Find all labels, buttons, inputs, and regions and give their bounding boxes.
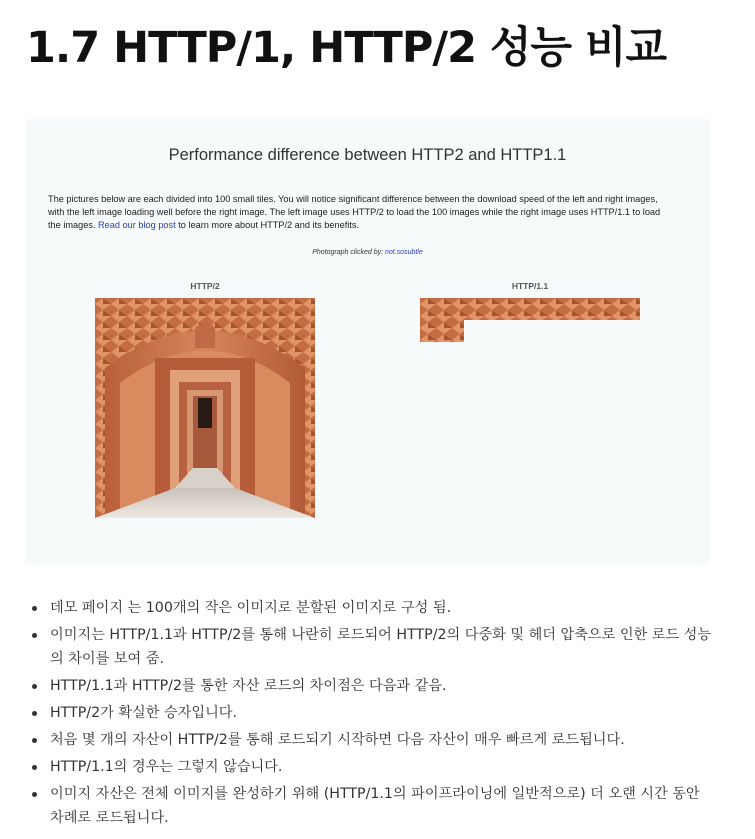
page-title: 1.7 HTTP/1, HTTP/2 성능 비교 [26, 23, 667, 73]
blog-post-link[interactable]: Read our blog post [98, 220, 176, 230]
http2-label: HTTP/2 [190, 281, 220, 291]
demo-description-tail: to learn more about HTTP/2 and its benefits. [175, 220, 360, 230]
photographer-link[interactable]: not.sosubtle [385, 249, 423, 256]
archway-photo [95, 298, 315, 518]
list-item [26, 623, 716, 671]
list-item-text: 데모 페이지 는 100개의 작은 이미지로 분할된 이미지로 구성 됨. [50, 600, 452, 616]
list-item [26, 596, 716, 620]
bullet-dot-icon [32, 684, 37, 689]
bullet-dot-icon [32, 792, 37, 797]
demo-description [48, 193, 663, 232]
list-item-text: 이미지는 HTTP/1.1과 HTTP/2를 통해 나란히 로드되어 HTTP/2의 다중화 및 헤더 압축으로 인한 로드 성능의 차이를 보여 줌. [50, 627, 712, 667]
list-item [26, 701, 716, 725]
list-item-text: 처음 몇 개의 자산이 HTTP/2를 통해 로드되기 시작하면 다음 자산이 매우 빠르게 로드됩니다. [50, 732, 625, 748]
bullet-dot-icon [32, 765, 37, 770]
http11-label: HTTP/1.1 [511, 281, 549, 291]
list-item-text: 이미지 자산은 전체 이미지를 완성하기 위해 (HTTP/1.1의 파이프라이닝에 일반적으로) 더 오랜 시간 동안 차례로 로드됩니다. [50, 786, 700, 826]
http2-image [95, 298, 315, 518]
summary-list [26, 596, 716, 833]
archway-photo-partial [420, 298, 640, 342]
bullet-dot-icon [32, 633, 37, 638]
list-item [26, 755, 716, 779]
list-item-text: HTTP/1.1의 경우는 그렇지 않습니다. [50, 759, 283, 775]
photo-credit [25, 249, 710, 256]
list-item [26, 728, 716, 752]
bullet-dot-icon [32, 738, 37, 743]
demo-heading: Performance difference between HTTP2 and HTTP1.1 [168, 146, 567, 164]
demo-description-text: The pictures below are each divided into 100 small tiles. You will notice significant difference between the download speed of the left and right images, with the left image loading well before the right image. The left image uses HTTP/2 to load the 100 images while the right image uses HTTP/1.1 to load the images. [48, 194, 661, 230]
bullet-dot-icon [32, 606, 37, 611]
list-item [26, 674, 716, 698]
photo-credit-prefix: Photograph clicked by: [312, 249, 385, 256]
bullet-dot-icon [32, 711, 37, 716]
list-item-text: HTTP/2가 확실한 승자입니다. [50, 705, 237, 721]
demo-embed [25, 119, 710, 564]
list-item [26, 782, 716, 830]
http11-image [420, 298, 640, 342]
list-item-text: HTTP/1.1과 HTTP/2를 통한 자산 로드의 차이점은 다음과 같음. [50, 678, 447, 694]
